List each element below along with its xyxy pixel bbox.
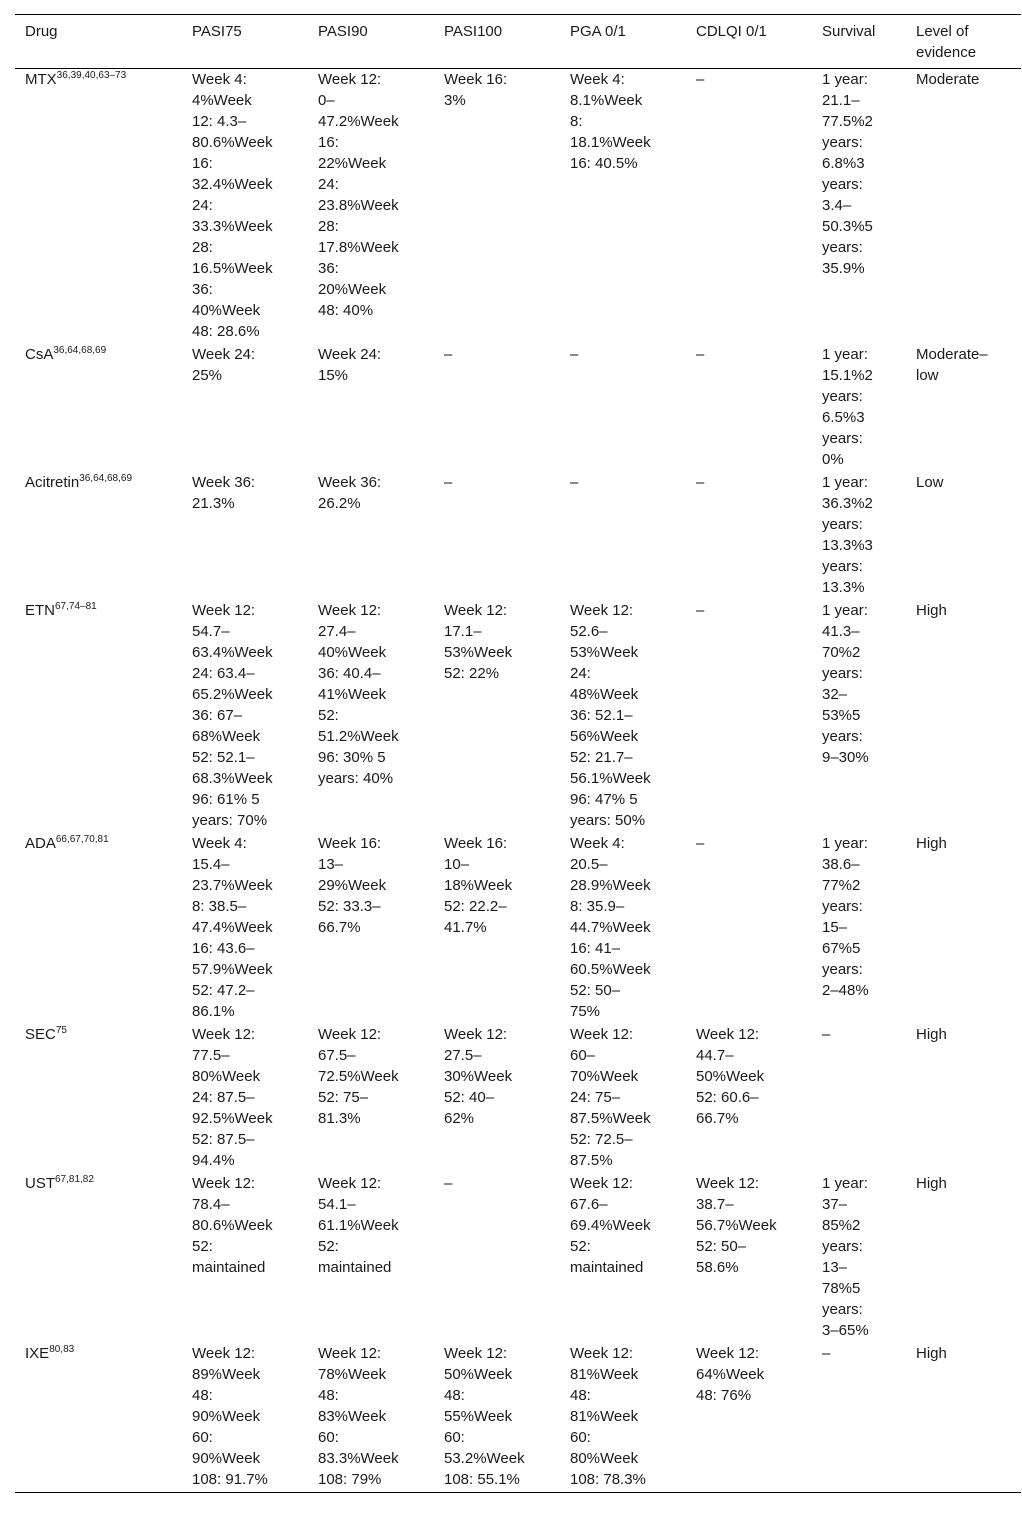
cdlqi-cell: Week 12: 44.7– 50%Week 52: 60.6– 66.7% [696, 1026, 765, 1127]
evidence-cell: High [916, 1175, 947, 1192]
pasi100-cell: – [444, 474, 453, 491]
survival-cell: 1 year: 41.3– 70%2 years: 32– 53%5 years: 9–30% [822, 602, 869, 766]
efficacy-table [15, 14, 1021, 1493]
evidence-cell: High [916, 835, 947, 852]
drug-name: Acitretin [25, 474, 80, 491]
header-row [15, 15, 1021, 69]
pga-cell: Week 4: 8.1%Week 8: 18.1%Week 16: 40.5% [570, 71, 651, 172]
cdlqi-cell: – [696, 602, 705, 619]
pasi90-cell: Week 24: 15% [318, 346, 382, 384]
drug-name: CsA [25, 346, 54, 363]
pasi100-cell: Week 16: 10– 18%Week 52: 22.2– 41.7% [444, 835, 513, 936]
drug-name: ETN [25, 602, 55, 619]
pasi100-cell: – [444, 346, 453, 363]
pasi75-cell: Week 12: 78.4– 80.6%Week 52: maintained [192, 1175, 273, 1276]
table-row [15, 344, 1021, 472]
table-row [15, 833, 1021, 1024]
header-survival: Survival [822, 23, 876, 40]
drug-name: IXE [25, 1345, 50, 1362]
pasi75-cell: Week 4: 4%Week 12: 4.3– 80.6%Week 16: 32.4%Week 24: 33.3%Week 28: 16.5%Week 36: 40%Week 48: 28.6% [192, 71, 273, 340]
pasi90-cell: Week 12: 0– 47.2%Week 16: 22%Week 24: 23.8%Week 28: 17.8%Week 36: 20%Week 48: 40% [318, 71, 399, 319]
pasi75-cell: Week 12: 89%Week 48: 90%Week 60: 90%Week 108: 91.7% [192, 1345, 268, 1488]
cdlqi-cell: – [696, 835, 705, 852]
pasi90-cell: Week 12: 54.1– 61.1%Week 52: maintained [318, 1175, 399, 1276]
evidence-cell: Low [916, 474, 944, 491]
drug-cell [15, 1343, 182, 1493]
pasi100-cell: Week 12: 27.5– 30%Week 52: 40– 62% [444, 1026, 513, 1127]
pasi75-cell: Week 12: 54.7– 63.4%Week 24: 63.4– 65.2%Week 36: 67– 68%Week 52: 52.1– 68.3%Week 96: 61% 5 years: 70% [192, 602, 273, 829]
evidence-cell: High [916, 602, 947, 619]
survival-cell: 1 year: 21.1– 77.5%2 years: 6.8%3 years: 3.4– 50.3%5 years: 35.9% [822, 71, 873, 277]
survival-cell: 1 year: 37– 85%2 years: 13– 78%5 years: 3–65% [822, 1175, 869, 1339]
pasi75-cell: Week 36: 21.3% [192, 474, 256, 512]
pasi90-cell: Week 12: 67.5– 72.5%Week 52: 75– 81.3% [318, 1026, 399, 1127]
survival-cell: 1 year: 38.6– 77%2 years: 15– 67%5 years: 2–48% [822, 835, 869, 999]
header-pasi100: PASI100 [444, 23, 503, 40]
table-header [15, 15, 1021, 69]
pga-cell: Week 4: 20.5– 28.9%Week 8: 35.9– 44.7%Week 16: 41– 60.5%Week 52: 50– 75% [570, 835, 651, 1020]
header-pasi75: PASI75 [192, 23, 242, 40]
cdlqi-cell: – [696, 71, 705, 88]
table-row [15, 1173, 1021, 1343]
table-row [15, 1343, 1021, 1493]
pasi90-cell: Week 12: 27.4– 40%Week 36: 40.4– 41%Week 52: 51.2%Week 96: 30% 5 years: 40% [318, 602, 399, 787]
drug-refs: 36,39,40,63–73 [56, 70, 127, 81]
drug-refs: 67,81,82 [55, 1174, 94, 1185]
drug-refs: 67,74–81 [55, 601, 97, 612]
table-row [15, 1024, 1021, 1173]
drug-name: SEC [25, 1026, 56, 1043]
drug-cell [15, 1024, 182, 1173]
header-pasi90: PASI90 [318, 23, 368, 40]
pasi100-cell: Week 16: 3% [444, 71, 508, 109]
drug-refs: 75 [55, 1025, 67, 1036]
evidence-cell: Moderate [916, 71, 980, 88]
drug-cell [15, 600, 182, 833]
evidence-cell: High [916, 1345, 947, 1362]
cdlqi-cell: – [696, 474, 705, 491]
pga-cell: – [570, 474, 579, 491]
pga-cell: – [570, 346, 579, 363]
drug-refs: 66,67,70,81 [55, 834, 109, 845]
drug-name: MTX [25, 71, 57, 88]
survival-cell: – [822, 1026, 831, 1043]
drug-cell [15, 69, 182, 345]
pasi75-cell: Week 12: 77.5– 80%Week 24: 87.5– 92.5%Week 52: 87.5– 94.4% [192, 1026, 273, 1169]
evidence-cell: High [916, 1026, 947, 1043]
drug-name: ADA [25, 835, 56, 852]
survival-cell: 1 year: 36.3%2 years: 13.3%3 years: 13.3% [822, 474, 873, 596]
pasi90-cell: Week 36: 26.2% [318, 474, 382, 512]
header-pga: PGA 0/1 [570, 23, 626, 40]
drug-cell [15, 472, 182, 600]
drug-name: UST [25, 1175, 55, 1192]
table-row [15, 472, 1021, 600]
drug-refs: 36,64,68,69 [79, 473, 133, 484]
pga-cell: Week 12: 52.6– 53%Week 24: 48%Week 36: 52.1– 56%Week 52: 21.7– 56.1%Week 96: 47% 5 years: 50% [570, 602, 651, 829]
drug-refs: 36,64,68,69 [53, 345, 107, 356]
efficacy-table-container [15, 14, 1021, 1493]
header-drug: Drug [25, 23, 58, 40]
survival-cell: 1 year: 15.1%2 years: 6.5%3 years: 0% [822, 346, 873, 468]
table-row [15, 600, 1021, 833]
drug-refs: 80,83 [49, 1344, 75, 1355]
pasi75-cell: Week 24: 25% [192, 346, 256, 384]
cdlqi-cell: Week 12: 38.7– 56.7%Week 52: 50– 58.6% [696, 1175, 777, 1276]
pasi75-cell: Week 4: 15.4– 23.7%Week 8: 38.5– 47.4%Week 16: 43.6– 57.9%Week 52: 47.2– 86.1% [192, 835, 273, 1020]
pasi100-cell: Week 12: 17.1– 53%Week 52: 22% [444, 602, 513, 682]
pasi90-cell: Week 12: 78%Week 48: 83%Week 60: 83.3%Week 108: 79% [318, 1345, 399, 1488]
pasi100-cell: – [444, 1175, 453, 1192]
pga-cell: Week 12: 60– 70%Week 24: 75– 87.5%Week 52: 72.5– 87.5% [570, 1026, 651, 1169]
survival-cell: – [822, 1345, 831, 1362]
table-body [15, 69, 1021, 1493]
header-cdlqi: CDLQI 0/1 [696, 23, 767, 40]
pga-cell: Week 12: 81%Week 48: 81%Week 60: 80%Week 108: 78.3% [570, 1345, 646, 1488]
cdlqi-cell: – [696, 346, 705, 363]
cdlqi-cell: Week 12: 64%Week 48: 76% [696, 1345, 765, 1404]
table-row [15, 69, 1021, 345]
pga-cell: Week 12: 67.6– 69.4%Week 52: maintained [570, 1175, 651, 1276]
drug-cell [15, 833, 182, 1024]
drug-cell [15, 1173, 182, 1343]
evidence-cell: Moderate– low [916, 346, 988, 384]
header-evidence: Level of evidence [916, 23, 977, 61]
drug-cell [15, 344, 182, 472]
pasi90-cell: Week 16: 13– 29%Week 52: 33.3– 66.7% [318, 835, 387, 936]
pasi100-cell: Week 12: 50%Week 48: 55%Week 60: 53.2%Week 108: 55.1% [444, 1345, 525, 1488]
